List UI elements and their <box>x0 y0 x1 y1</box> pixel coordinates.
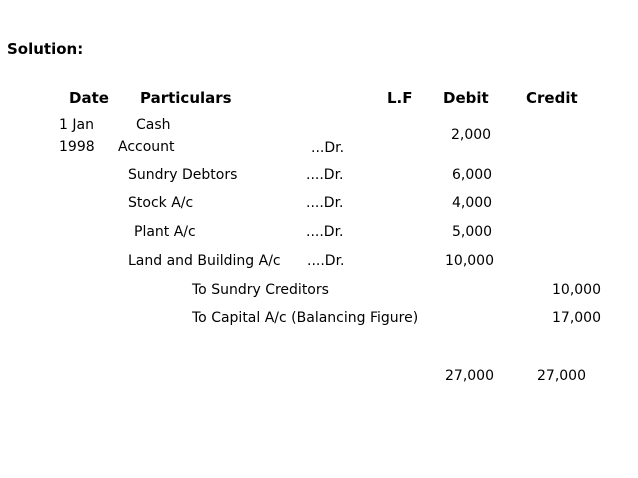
header-date: Date <box>69 89 109 107</box>
dr-marker: ....Dr. <box>306 195 344 211</box>
dr-marker: ....Dr. <box>307 253 345 269</box>
dr-marker: ...Dr. <box>311 140 345 156</box>
debit-amount: 5,000 <box>452 224 493 240</box>
debit-amount: 2,000 <box>451 127 492 143</box>
solution-heading: Solution: <box>7 40 84 58</box>
total-credit: 27,000 <box>537 368 586 384</box>
particular: To Sundry Creditors <box>192 282 329 298</box>
particular-line2: Account <box>118 139 175 155</box>
entry-date-year: 1998 <box>59 139 95 155</box>
debit-amount: 10,000 <box>445 253 494 269</box>
particular: Sundry Debtors <box>128 167 238 183</box>
debit-amount: 6,000 <box>452 167 493 183</box>
credit-amount: 17,000 <box>552 310 601 326</box>
header-lf: L.F <box>387 89 413 107</box>
particular: Plant A/c <box>134 224 196 240</box>
entry-date-day: 1 Jan <box>59 117 94 133</box>
credit-amount: 10,000 <box>552 282 601 298</box>
dr-marker: ....Dr. <box>306 167 344 183</box>
header-credit: Credit <box>526 89 578 107</box>
debit-amount: 4,000 <box>452 195 493 211</box>
particular: Stock A/c <box>128 195 194 211</box>
header-particulars: Particulars <box>140 89 232 107</box>
particular: To Capital A/c (Balancing Figure) <box>192 310 419 326</box>
dr-marker: ....Dr. <box>306 224 344 240</box>
header-debit: Debit <box>443 89 489 107</box>
particular-line1: Cash <box>136 117 171 133</box>
particular: Land and Building A/c <box>128 253 281 269</box>
total-debit: 27,000 <box>445 368 494 384</box>
